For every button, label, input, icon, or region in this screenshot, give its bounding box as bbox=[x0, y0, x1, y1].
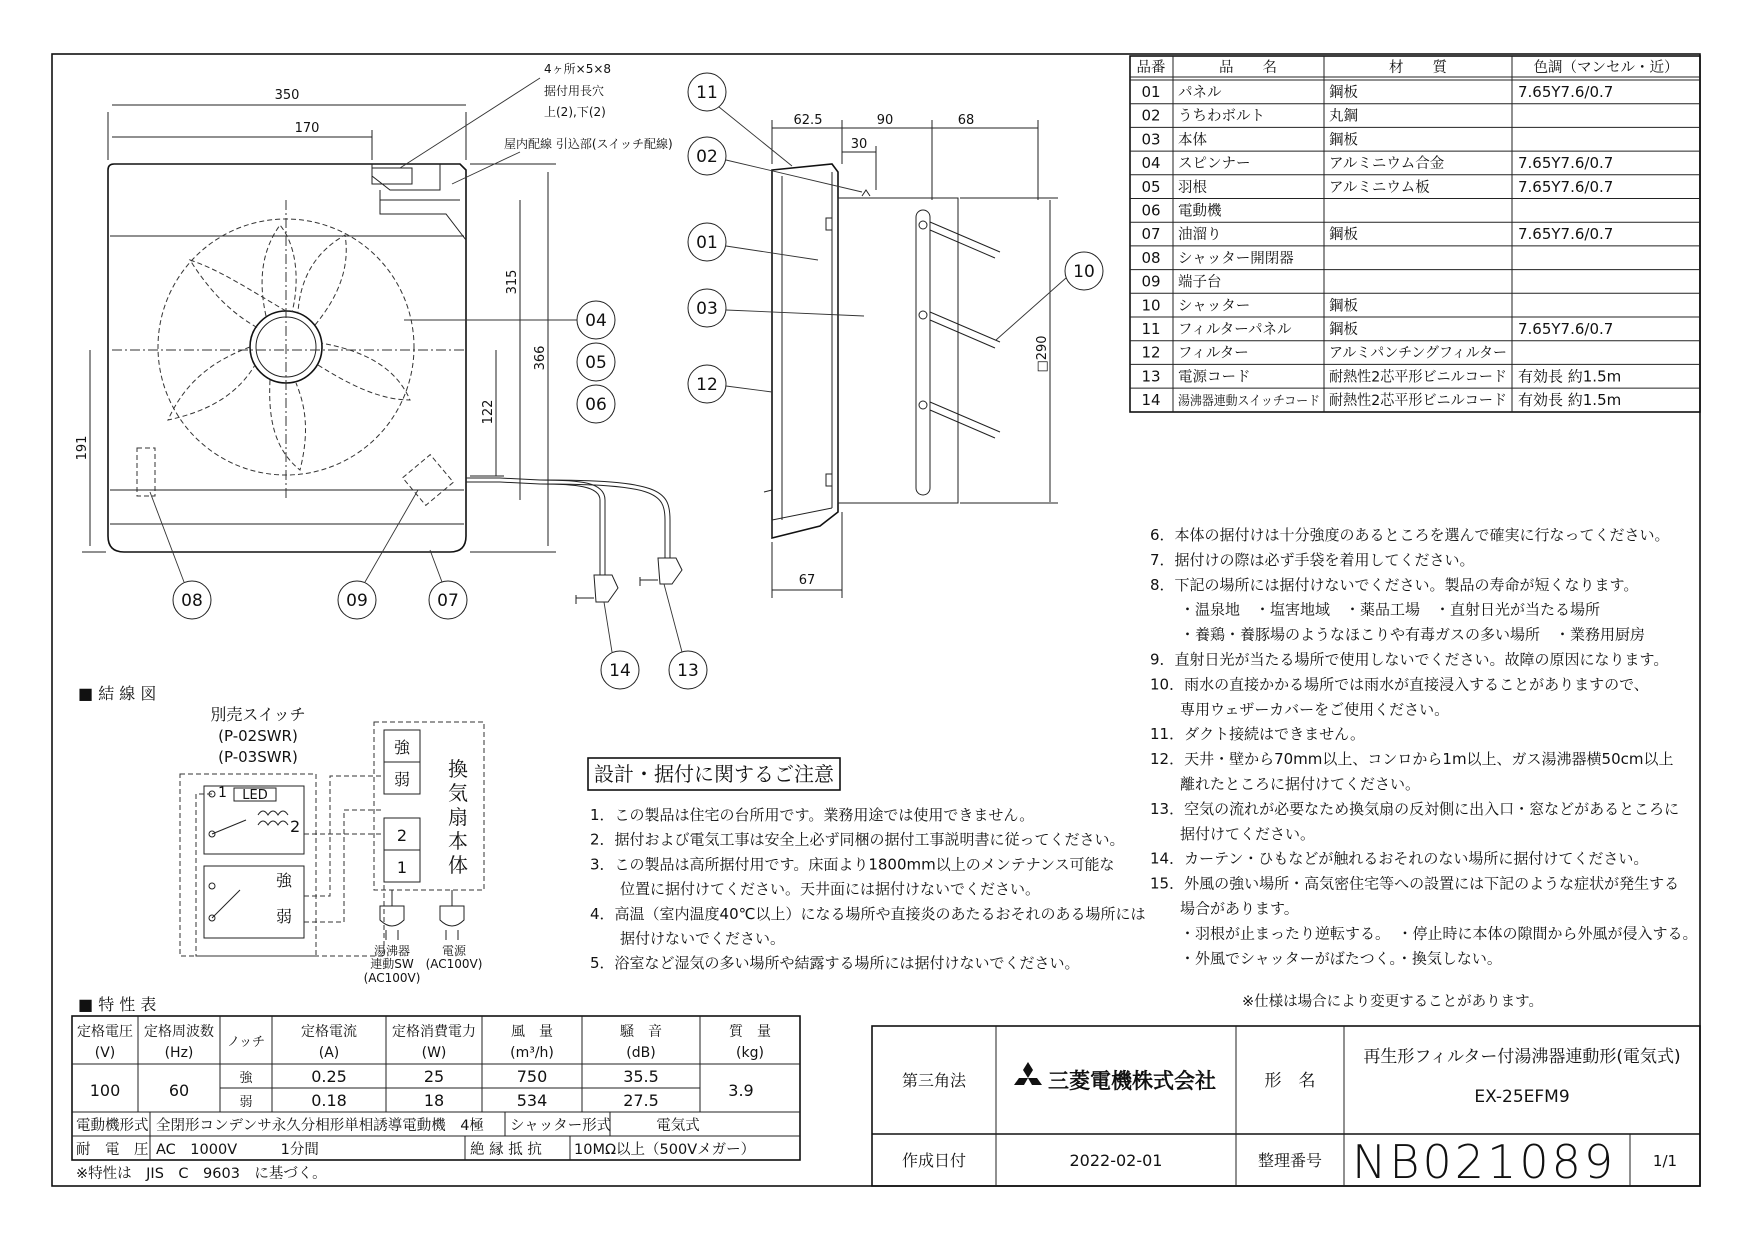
callout-label-12: 12 bbox=[696, 375, 718, 395]
front-view bbox=[75, 62, 707, 689]
spec-airflow: 534 bbox=[516, 1091, 548, 1110]
part-name-05: 羽根 bbox=[1178, 179, 1207, 196]
callout-label-02: 02 bbox=[696, 147, 718, 167]
spec-frequency: 60 bbox=[168, 1081, 190, 1100]
spec-mass: 3.9 bbox=[728, 1081, 754, 1100]
mitsubishi-logo-icon bbox=[1014, 1062, 1042, 1085]
switch-model-1: (P-02SWR) bbox=[218, 727, 298, 745]
callout-label-01: 01 bbox=[696, 233, 718, 253]
spec-header: 風 量 bbox=[511, 1024, 553, 1040]
withstand-label: 耐 電 圧 bbox=[76, 1142, 149, 1158]
plug1-line2: 連動SW bbox=[370, 957, 414, 971]
wiring-diagram bbox=[78, 684, 484, 985]
part-name-13: 電源コード bbox=[1178, 369, 1251, 386]
dim-68: 68 bbox=[957, 113, 975, 128]
note-line: 13．空気の流れが必要なため換気扇の反対側に出入口・窓などがあるところに bbox=[1150, 799, 1680, 818]
spec-footnote: ※特性は JIS C 9603 に基づく。 bbox=[76, 1166, 327, 1182]
part-no-01: 01 bbox=[1141, 83, 1161, 101]
callout-label-07: 07 bbox=[437, 591, 459, 611]
note-line: 離れたところに据付けてください。 bbox=[1150, 775, 1421, 793]
note-line: 14．カーテン・ひもなどが触れるおそれのない場所に据付けてください。 bbox=[1150, 849, 1649, 868]
callout-label-09: 09 bbox=[346, 591, 368, 611]
part-name-02: うちわボルト bbox=[1178, 108, 1265, 125]
switch-label: 別売スイッチ bbox=[210, 705, 306, 724]
note-line: 場合があります。 bbox=[1150, 899, 1299, 918]
design-cautions bbox=[588, 758, 1145, 972]
note-line: ・養鶏・養豚場のようなほこりや有毒ガスの多い場所 ・業務用厨房 bbox=[1150, 625, 1646, 644]
part-material-14: 耐熱性2芯平形ビニルコード bbox=[1329, 393, 1513, 410]
spec-header: 定格電流 bbox=[301, 1024, 357, 1040]
spec-current: 0.25 bbox=[311, 1067, 347, 1086]
note-line: ・羽根が止まったり逆転する。 ・停止時に本体の隙間から外風が侵入する。 bbox=[1150, 924, 1698, 943]
insulation-label: 絶 縁 抵 抗 bbox=[470, 1142, 542, 1158]
part-color-13: 有効長 約1.5m bbox=[1518, 367, 1622, 386]
note-line: 10．雨水の直接かかる場所では雨水が直接浸入することがありますので、 bbox=[1150, 675, 1649, 694]
caution-line: 4．高温（室内温度40℃以上）になる場所や直接炎のあたるおそれのある場所には bbox=[590, 904, 1146, 923]
spec-power: 18 bbox=[423, 1091, 445, 1110]
spec-notch: 弱 bbox=[239, 1095, 253, 1110]
hole-note-1: 4ヶ所×5×8 bbox=[544, 62, 612, 76]
callout-label-08: 08 bbox=[181, 591, 203, 611]
dim-315: 315 bbox=[505, 269, 520, 295]
part-name-10: シャッター bbox=[1178, 298, 1251, 315]
part-material-13: 耐熱性2芯平形ビニルコード bbox=[1329, 369, 1513, 386]
parts-header-name: 品 名 bbox=[1219, 60, 1277, 76]
part-material-12: アルミパンチングフィルター bbox=[1329, 345, 1515, 362]
callout-label-04: 04 bbox=[585, 311, 607, 331]
callout-07 bbox=[429, 550, 467, 619]
part-name-04: スピンナー bbox=[1178, 156, 1251, 173]
part-material-04: アルミニウム合金 bbox=[1329, 156, 1445, 173]
part-no-13: 13 bbox=[1141, 367, 1161, 386]
spec-header-unit: (kg) bbox=[736, 1045, 764, 1061]
company-name: 三菱電機株式会社 bbox=[1048, 1069, 1216, 1093]
part-name-14: 湯沸器連動スイッチコード bbox=[1178, 394, 1333, 410]
callout-label-14: 14 bbox=[609, 661, 631, 681]
part-no-12: 12 bbox=[1141, 343, 1161, 362]
spec-power: 25 bbox=[423, 1067, 445, 1086]
note-line: ・外風でシャッターがばたつく。・換気しない。 bbox=[1150, 949, 1502, 968]
callout-label-11: 11 bbox=[696, 83, 718, 103]
terminal-2: 2 bbox=[396, 826, 408, 845]
page-number: 1/1 bbox=[1652, 1152, 1678, 1170]
part-no-05: 05 bbox=[1141, 177, 1161, 196]
part-no-07: 07 bbox=[1141, 225, 1161, 244]
caution-line: 据付けないでください。 bbox=[590, 929, 786, 948]
withstand-value: AC 1000V 1分間 bbox=[156, 1142, 319, 1158]
creation-date: 2022-02-01 bbox=[1069, 1151, 1163, 1170]
dim-122: 122 bbox=[481, 399, 496, 425]
cautions-title: 設計・据付に関するご注意 bbox=[594, 762, 834, 786]
model-label: 形 名 bbox=[1264, 1071, 1316, 1091]
spec-noise: 27.5 bbox=[623, 1091, 659, 1110]
callout-01 bbox=[688, 223, 818, 261]
spec-table bbox=[72, 995, 800, 1182]
spec-current: 0.18 bbox=[311, 1091, 347, 1110]
part-color-14: 有効長 約1.5m bbox=[1518, 391, 1622, 410]
part-name-12: フィルター bbox=[1178, 345, 1249, 362]
dim-191: 191 bbox=[75, 435, 90, 461]
shutter-value: 電気式 bbox=[656, 1118, 700, 1134]
dim-366: 366 bbox=[533, 345, 548, 371]
spec-voltage: 100 bbox=[89, 1081, 121, 1100]
model-description: 再生形フィルター付湯沸器連動形(電気式) bbox=[1363, 1047, 1681, 1067]
spec-header: ノッチ bbox=[226, 1035, 266, 1050]
part-material-10: 鋼板 bbox=[1329, 298, 1358, 315]
spec-header-unit: (dB) bbox=[626, 1045, 656, 1061]
part-name-08: シャッター開閉器 bbox=[1178, 250, 1294, 267]
spec-header: 定格周波数 bbox=[144, 1024, 214, 1040]
date-label: 作成日付 bbox=[901, 1151, 967, 1170]
motor-label: 電動機形式 bbox=[76, 1118, 149, 1134]
title-block bbox=[872, 1026, 1700, 1189]
body-label-char: 本 bbox=[448, 829, 468, 853]
callout-12 bbox=[688, 365, 772, 403]
doc-number-label: 整理番号 bbox=[1257, 1151, 1323, 1170]
note-line: 11．ダクト接続はできません。 bbox=[1150, 725, 1365, 744]
doc-number: NB021089 bbox=[1352, 1135, 1617, 1189]
callout-08 bbox=[150, 492, 211, 619]
part-material-01: 鋼板 bbox=[1329, 85, 1358, 101]
part-color-11: 7.65Y7.6/0.7 bbox=[1518, 320, 1614, 338]
projection-method: 第三角法 bbox=[901, 1071, 967, 1090]
callout-14 bbox=[601, 602, 639, 689]
body-label-char: 体 bbox=[448, 853, 468, 877]
caution-line: 2．据付および電気工事は安全上必ず同梱の据付工事説明書に従ってください。 bbox=[590, 830, 1125, 849]
part-material-05: アルミニウム板 bbox=[1329, 179, 1430, 196]
shutter-label: シャッター形式 bbox=[510, 1118, 612, 1134]
spec-header: 定格電圧 bbox=[77, 1024, 133, 1040]
wiring-entry-note: 屋内配線 引込部(スイッチ配線) bbox=[504, 137, 673, 151]
spec-airflow: 750 bbox=[516, 1067, 548, 1086]
dim-170: 170 bbox=[294, 121, 320, 136]
switch-terminal-1: 1 bbox=[218, 785, 227, 801]
callout-02 bbox=[688, 137, 862, 192]
model-number: EX-25EFM9 bbox=[1474, 1087, 1570, 1107]
dim-290: □290 bbox=[1035, 335, 1050, 373]
note-line: 15．外風の強い場所・高気密住宅等への設置には下記のような症状が発生する bbox=[1150, 874, 1680, 893]
plug2-line2: (AC100V) bbox=[425, 957, 483, 971]
note-line: 専用ウェザーカバーをご使用ください。 bbox=[1150, 700, 1450, 719]
note-line: ・温泉地 ・塩害地域 ・薬品工場 ・直射日光が当たる場所 bbox=[1150, 600, 1601, 619]
spec-header-unit: (W) bbox=[421, 1045, 447, 1061]
parts-header-color: 色調（マンセル・近） bbox=[1533, 60, 1679, 76]
hole-note-2: 据付用長穴 bbox=[544, 84, 605, 98]
insulation-value: 10MΩ以上（500Vメガー） bbox=[574, 1142, 756, 1158]
part-material-02: 丸鋼 bbox=[1329, 108, 1358, 125]
part-material-07: 鋼板 bbox=[1329, 227, 1358, 244]
part-no-08: 08 bbox=[1141, 248, 1161, 267]
terminal-weak: 弱 bbox=[393, 770, 411, 789]
parts-header-material: 材 質 bbox=[1389, 60, 1447, 76]
note-line: 6．本体の据付けは十分強度のあるところを選んで確実に行なってください。 bbox=[1150, 526, 1670, 544]
spec-noise: 35.5 bbox=[623, 1067, 659, 1086]
caution-line: 3．この製品は高所据付用です。床面より1800mm以上のメンテナンス可能な bbox=[590, 855, 1115, 874]
dim-90: 90 bbox=[876, 113, 894, 128]
part-no-09: 09 bbox=[1141, 272, 1161, 291]
part-name-03: 本体 bbox=[1178, 132, 1207, 149]
installation-notes bbox=[1150, 526, 1698, 967]
plug1-line1: 湯沸器 bbox=[373, 944, 411, 958]
motor-value: 全閉形コンデンサ永久分相形単相誘導電動機 4極 bbox=[156, 1118, 484, 1134]
part-name-07: 油溜り bbox=[1178, 227, 1222, 244]
part-color-04: 7.65Y7.6/0.7 bbox=[1518, 154, 1614, 173]
part-no-06: 06 bbox=[1141, 201, 1161, 220]
body-label-char: 気 bbox=[448, 781, 468, 805]
callout-05 bbox=[577, 343, 615, 381]
part-no-03: 03 bbox=[1141, 130, 1161, 149]
part-name-09: 端子台 bbox=[1178, 274, 1222, 291]
part-name-01: パネル bbox=[1178, 85, 1222, 101]
part-no-10: 10 bbox=[1141, 296, 1161, 315]
callout-label-05: 05 bbox=[585, 353, 607, 373]
switch-strong-label: 強 bbox=[276, 871, 293, 890]
plug1-line3: (AC100V) bbox=[363, 971, 421, 985]
callout-06 bbox=[577, 385, 615, 423]
note-line: 据付けてください。 bbox=[1150, 824, 1316, 843]
spec-header-unit: (A) bbox=[318, 1045, 340, 1061]
note-line: 7．据付けの際は必ず手袋を着用してください。 bbox=[1150, 550, 1475, 569]
part-name-11: フィルターパネル bbox=[1178, 322, 1292, 338]
body-label-char: 扇 bbox=[448, 805, 468, 829]
switch-terminal-2: 2 bbox=[290, 817, 301, 836]
dim-62-5: 62.5 bbox=[793, 113, 823, 128]
body-label-char: 換 bbox=[448, 757, 468, 781]
caution-line: 5．浴室など湿気の多い場所や結露する場所には据付けないでください。 bbox=[590, 954, 1080, 973]
note-line: 12．天井・壁から70mm以上、コンロから1m以上、ガス湯沸器横50cm以上 bbox=[1150, 750, 1674, 769]
note-line: 8．下記の場所には据付けないでください。製品の寿命が短くなります。 bbox=[1150, 575, 1639, 594]
part-no-11: 11 bbox=[1141, 320, 1161, 338]
parts-table bbox=[1130, 56, 1700, 412]
spec-header: 質 量 bbox=[729, 1024, 771, 1040]
part-material-11: 鋼板 bbox=[1329, 322, 1358, 338]
plug2-line1: 電源 bbox=[441, 944, 467, 958]
callout-label-06: 06 bbox=[585, 395, 607, 415]
part-material-03: 鋼板 bbox=[1329, 132, 1358, 149]
dim-width-350: 350 bbox=[274, 88, 300, 103]
parts-header-no: 品番 bbox=[1136, 60, 1166, 76]
spec-title: ■ 特 性 表 bbox=[78, 995, 157, 1014]
spec-change-note: ※仕様は場合により変更することがあります。 bbox=[1242, 994, 1543, 1010]
callout-09 bbox=[338, 490, 418, 619]
part-name-06: 電動機 bbox=[1178, 203, 1222, 220]
part-color-07: 7.65Y7.6/0.7 bbox=[1518, 225, 1614, 244]
dim-30: 30 bbox=[850, 137, 868, 152]
callout-label-03: 03 bbox=[696, 299, 718, 319]
switch-model-2: (P-03SWR) bbox=[218, 748, 298, 766]
spec-header: 定格消費電力 bbox=[392, 1024, 476, 1040]
part-no-04: 04 bbox=[1141, 154, 1161, 173]
spec-header-unit: (m³/h) bbox=[510, 1045, 554, 1061]
side-view bbox=[688, 73, 1103, 598]
spec-notch: 強 bbox=[239, 1071, 253, 1086]
dim-67: 67 bbox=[798, 573, 816, 588]
part-no-14: 14 bbox=[1141, 391, 1161, 410]
part-color-01: 7.65Y7.6/0.7 bbox=[1518, 83, 1614, 101]
switch-weak-label: 弱 bbox=[276, 907, 293, 926]
terminal-1: 1 bbox=[396, 858, 408, 877]
led-label: LED bbox=[242, 788, 268, 803]
part-color-05: 7.65Y7.6/0.7 bbox=[1518, 177, 1614, 196]
spec-header-unit: (V) bbox=[94, 1045, 116, 1061]
spec-header: 騒 音 bbox=[620, 1024, 662, 1040]
callout-label-10: 10 bbox=[1073, 262, 1095, 282]
note-line: 9．直射日光が当たる場所で使用しないでください。故障の原因になります。 bbox=[1150, 650, 1669, 669]
callout-04 bbox=[404, 301, 615, 339]
caution-line: 位置に据付けてください。天井面には据付けないでください。 bbox=[590, 880, 1041, 899]
hole-note-3: 上(2),下(2) bbox=[544, 105, 606, 119]
callout-label-13: 13 bbox=[677, 661, 699, 681]
callout-13 bbox=[664, 584, 707, 689]
part-no-02: 02 bbox=[1141, 106, 1161, 125]
wiring-title: ■ 結 線 図 bbox=[78, 684, 157, 703]
terminal-strong: 強 bbox=[393, 738, 411, 757]
spec-header-unit: (Hz) bbox=[164, 1045, 194, 1061]
caution-line: 1．この製品は住宅の台所用です。業務用途では使用できません。 bbox=[590, 806, 1035, 824]
